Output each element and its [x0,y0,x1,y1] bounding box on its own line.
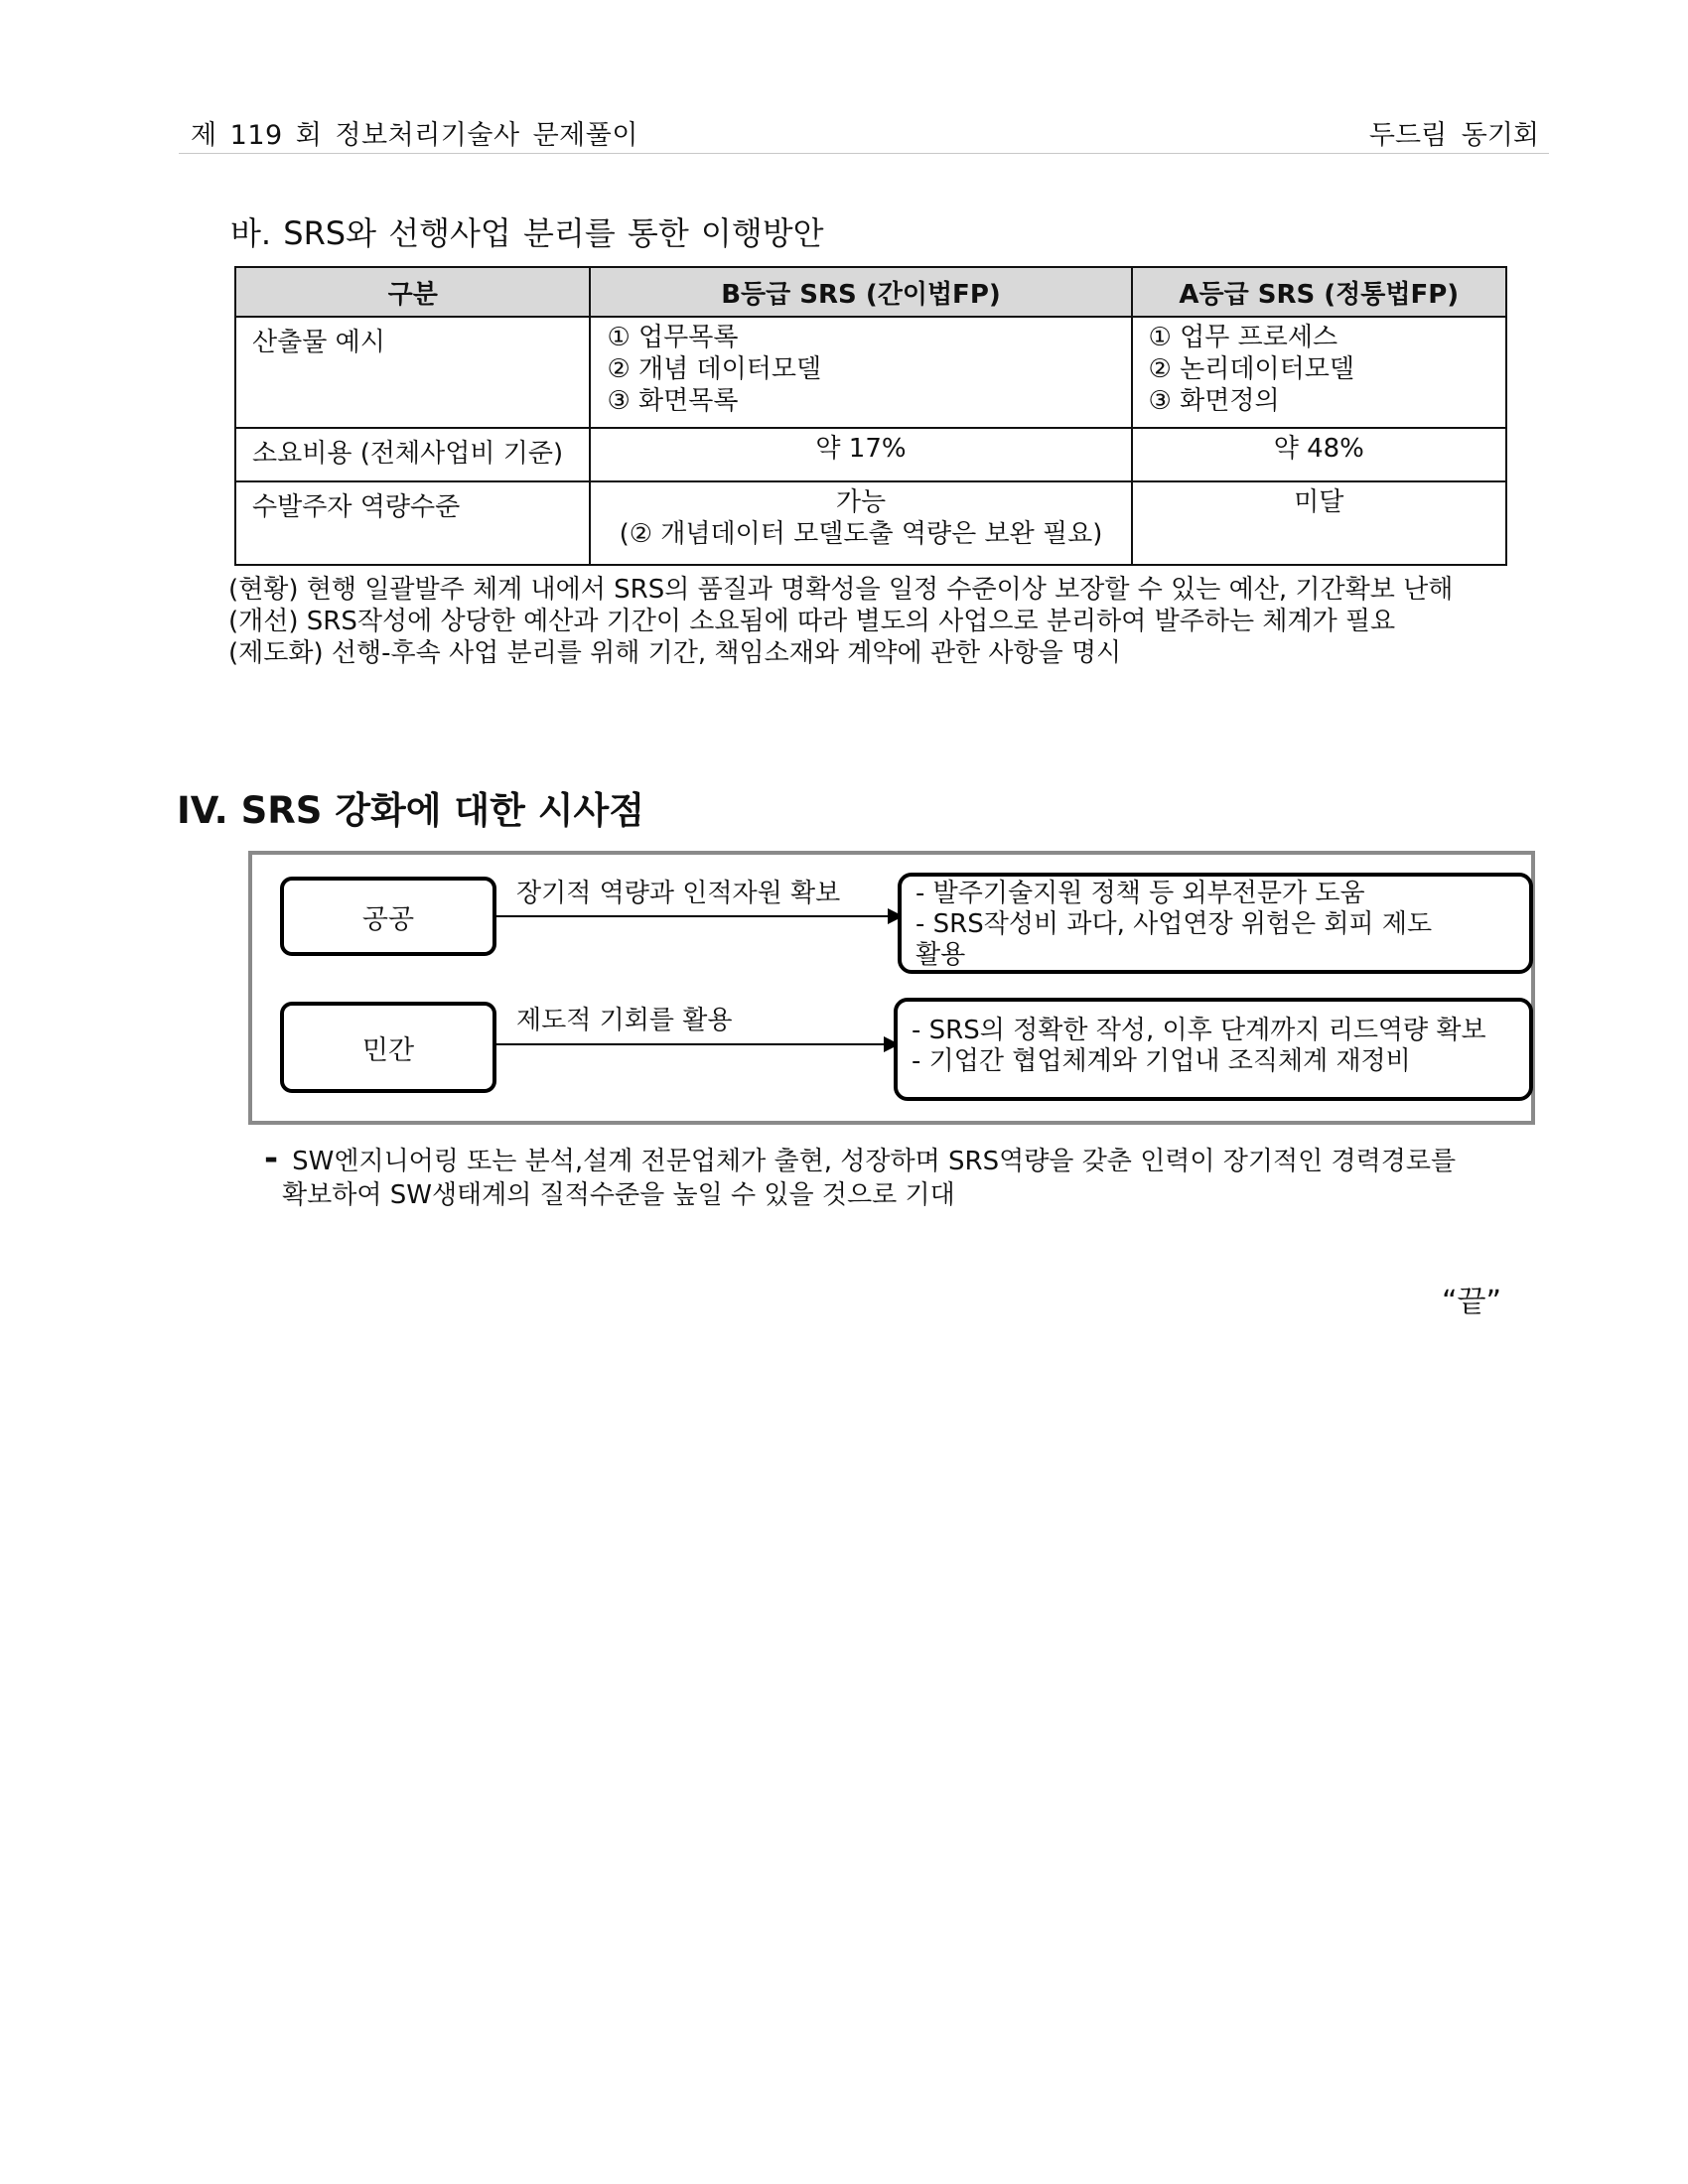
row-label-cost: 소요비용 (전체사업비 기준) [235,428,590,481]
a-grade-ability-cell: 미달 [1132,481,1506,565]
public-outcome-line: - 발주기술지원 정책 등 외부전문가 도움 [915,879,1365,908]
list-item: ① 업무목록 [607,323,739,352]
private-outcome-box [894,998,1533,1101]
row-label-ability: 수발주자 역량수준 [235,481,590,565]
public-outcome-box [898,873,1533,974]
private-edge-label: 제도적 기회를 활용 [516,1006,733,1035]
notes-block [228,574,1453,669]
public-outcome-line: 활용 [915,940,966,970]
note-institution: (제도화) 선행-후속 사업 분리를 위해 기간, 책임소재와 계약에 관한 사항을 명시 [228,638,1122,668]
public-edge-label: 장기적 역량과 인적자원 확보 [516,879,841,908]
end-mark: “끝” [1442,1285,1502,1319]
private-outcome-line: - 기업간 협업체계와 기업내 조직체계 재정비 [912,1046,1411,1076]
list-item: ② 개념 데이터모델 [607,354,822,384]
header-title: 제 119 회 정보처리기술사 문제풀이 [191,120,638,151]
srs-comparison-table [234,266,1507,566]
public-outcome-line: - SRS작성비 과다, 사업연장 위험은 회피 제도 [915,909,1433,939]
b-grade-ability-cell [590,481,1131,565]
b-grade-output-cell [590,317,1131,428]
conclusion-line: SW엔지니어링 또는 분석,설계 전문업체가 출현, 성장하며 SRS역량을 갖춘 인력이 장기적인 경력경로를 [292,1147,1457,1176]
list-item: ③ 화면정의 [1148,386,1280,416]
note-improvement: (개선) SRS작성에 상당한 예산과 기간이 소요됨에 따라 별도의 사업으로 분리하여 발주하는 체계가 필요 [228,607,1396,636]
public-node: 공공 [280,877,496,956]
table-row [235,428,1506,481]
note-current: (현황) 현행 일괄발주 체계 내에서 SRS의 품질과 명확성을 일정 수준이상 보장할 수 있는 예산, 기간확보 난해 [228,575,1454,605]
ability-note: (② 개념데이터 모델도출 역량은 보완 필요) [619,519,1103,549]
private-outcome-line: - SRS의 정확한 작성, 이후 단계까지 리드역량 확보 [912,1016,1486,1045]
implications-diagram [248,851,1535,1125]
private-node: 민간 [280,1002,496,1093]
ability-value: 가능 [835,487,887,517]
main-heading: IV. SRS 강화에 대한 시사점 [177,789,644,832]
a-grade-output-cell [1132,317,1506,428]
conclusion-paragraph [264,1139,1535,1212]
table-header-row [235,267,1506,317]
section-heading: 바. SRS와 선행사업 분리를 통한 이행방안 [230,214,824,252]
list-item: ③ 화면목록 [607,386,739,416]
header-group: 두드림 동기회 [1368,120,1539,151]
list-item: ② 논리데이터모델 [1148,354,1354,384]
table-header-b-grade: B등급 SRS (간이법FP) [590,267,1131,317]
public-arrow [496,915,902,917]
table-header-category: 구분 [235,267,590,317]
table-header-a-grade: A등급 SRS (정통법FP) [1132,267,1506,317]
list-item: ① 업무 프로세스 [1148,323,1338,352]
row-label-output: 산출물 예시 [235,317,590,428]
b-grade-cost-cell: 약 17% [590,428,1131,481]
bullet-dash: - [264,1139,279,1178]
page-header [179,107,1549,154]
table-row [235,481,1506,565]
a-grade-cost-cell: 약 48% [1132,428,1506,481]
private-arrow [496,1043,898,1045]
conclusion-line: 확보하여 SW생태계의 질적수준을 높일 수 있을 것으로 기대 [282,1180,955,1210]
table-row [235,317,1506,428]
